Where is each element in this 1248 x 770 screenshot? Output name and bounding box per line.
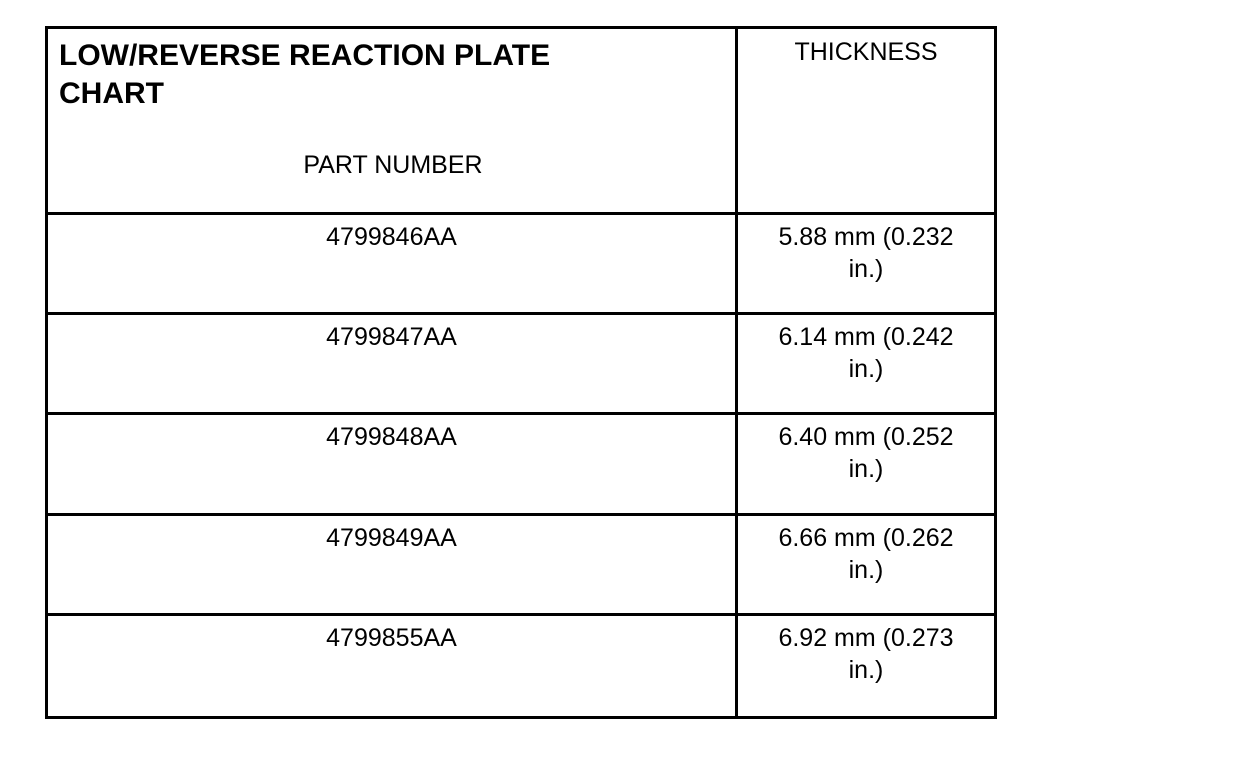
part-number-cell: 4799849AA [48,516,738,616]
thickness-cell [738,315,994,415]
thickness-cell [738,516,994,616]
column-header-thickness: THICKNESS [738,29,994,215]
part-number-cell: 4799848AA [48,415,738,515]
reaction-plate-table [45,26,997,719]
part-number-cell: 4799847AA [48,315,738,415]
thickness-cell [738,616,994,716]
thickness-cell [738,215,994,315]
column-header-part-number: PART NUMBER [303,151,483,179]
thickness-value: 6.92 mm (0.273 in.) [778,623,954,684]
thickness-value: 5.88 mm (0.232 in.) [778,223,954,283]
thickness-value: 6.14 mm (0.242 in.) [778,323,954,384]
table-title: LOW/REVERSE REACTION PLATE CHART [59,39,551,110]
part-number-cell: 4799855AA [48,616,738,716]
header-part-number-cell [48,29,738,215]
thickness-value: 6.66 mm (0.262 in.) [778,523,954,584]
part-number-cell: 4799846AA [48,215,738,315]
thickness-cell [738,415,994,515]
thickness-value: 6.40 mm (0.252 in.) [778,423,954,484]
